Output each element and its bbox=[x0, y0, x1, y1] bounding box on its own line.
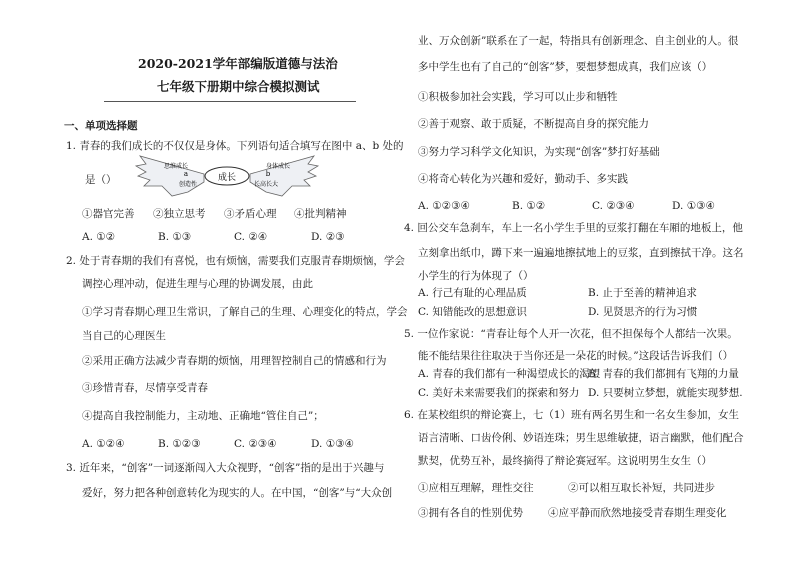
title-line-1: 2020-2021学年部编版道德与法治 bbox=[138, 56, 338, 71]
title-divider bbox=[104, 101, 356, 102]
q3-stmt-2: ②善于观察、敢于质疑，不断提高自身的探究能力 bbox=[418, 118, 649, 130]
q6-stmt-3: ③拥有各自的性别优势 bbox=[418, 507, 523, 519]
q2-stmt-1a: ①学习青春期心理卫生常识，了解自己的生理、心理变化的特点，学会 bbox=[82, 306, 408, 318]
q4-choice-c: C. 知错能改的思想意识 bbox=[418, 306, 527, 318]
q6-stmt-1: ①应相互理解，理性交往 bbox=[418, 482, 534, 494]
figure-right-label-2: b bbox=[265, 170, 271, 178]
q5-choice-d: D. 只要树立梦想，就能实现梦想. bbox=[588, 387, 743, 399]
q3-choice-d: D. ①③④ bbox=[672, 200, 715, 212]
q1-opt-1: ①器官完善 bbox=[82, 208, 135, 220]
figure-left-label-2: a bbox=[183, 170, 189, 178]
q5-line-1: 5. 一位作家说：“青春让每个人开一次花，但不担保每个人都结一次果。 bbox=[404, 328, 738, 340]
title-line-2: 七年级下册期中综合模拟测试 bbox=[157, 79, 320, 94]
q3-line-2: 爱好，努力把各种创意转化为现实的人。在中国，“创客”与“大众创 bbox=[82, 487, 393, 499]
q3-stmt-3: ③努力学习科学文化知识，为实现“创客”梦打好基础 bbox=[418, 146, 660, 158]
q2-choice-a: A. ①②④ bbox=[82, 438, 125, 450]
q4-line-2: 立刻拿出纸巾，蹲下来一遍遍地擦拭地上的豆浆，直到擦拭干净。这名 bbox=[418, 247, 744, 259]
section-title: 一、单项选择题 bbox=[64, 120, 138, 132]
q2-stmt-4: ④提高自我控制能力，主动地、正确地“管住自己”； bbox=[82, 410, 324, 422]
left-wing-shape bbox=[136, 156, 204, 196]
q1-opt-4: ④批判精神 bbox=[294, 208, 347, 220]
figure-left-label-1: 思维成长 bbox=[163, 163, 189, 170]
figure-center-label: 成长 bbox=[217, 173, 237, 183]
q1-choice-c: C. ②④ bbox=[234, 231, 268, 243]
q5-choice-c: C. 美好未来需要我们的探索和努力 bbox=[418, 387, 580, 399]
q1-wings-figure bbox=[132, 152, 322, 204]
q5-choice-b: B. 青春的我们都拥有飞翔的力量 bbox=[588, 368, 739, 380]
q3-choice-c: C. ②③④ bbox=[592, 200, 635, 212]
q3-stmt-1: ①积极参加社会实践，学习可以止步和牺牲 bbox=[418, 91, 618, 103]
q1-choice-b: B. ①③ bbox=[158, 231, 192, 243]
q3-choice-b: B. ①② bbox=[512, 200, 546, 212]
q5-line-2: 能不能结果往往取决于当你还是一朵花的时候。”这段话告诉我们（） bbox=[418, 350, 734, 362]
q4-line-1: 4. 回公交车急刹车，车上一名小学生手里的豆浆打翻在车厢的地板上，他 bbox=[404, 222, 743, 234]
q3-line-3: 业、万众创新”联系在了一起，特指具有创新理念、自主创业的人。很 bbox=[418, 35, 739, 47]
q3-line-1: 3. 近年来，“创客”一词逐渐闯入大众视野，“创客”指的是出于兴趣与 bbox=[66, 462, 385, 474]
q4-choice-d: D. 见贤思齐的行为习惯 bbox=[588, 306, 698, 318]
figure-right-label-3: 长高长大 bbox=[253, 181, 279, 188]
q1-choice-a: A. ①② bbox=[82, 231, 116, 243]
q6-stmt-4: ④应平静而欣然地接受青春期生理变化 bbox=[548, 507, 727, 519]
q6-line-3: 默契，优势互补，最终摘得了辩论赛冠军。这说明男生女生（） bbox=[418, 455, 712, 467]
q1-line-1: 1. 青春的我们成长的不仅仅是身体。下列语句适合填写在图中 a、b 处的 bbox=[66, 140, 404, 152]
q1-choice-d: D. ②③ bbox=[311, 231, 345, 243]
q2-line-2: 调控心理冲动，促进生理与心理的协调发展，由此 bbox=[82, 278, 313, 290]
figure-right-label-1: 身体成长 bbox=[265, 163, 291, 170]
q6-line-2: 语言清晰、口齿伶俐、妙语连珠；男生思维敏捷，语言幽默，他们配合 bbox=[418, 432, 744, 444]
q1-line-2: 是（） bbox=[85, 174, 117, 186]
q4-choice-a: A. 行己有耻的心理品质 bbox=[418, 287, 527, 299]
q2-stmt-1b: 当自己的心理医生 bbox=[82, 330, 166, 342]
q6-line-1: 6. 在某校组织的辩论赛上，七（1）班有两名男生和一名女生参加，女生 bbox=[404, 409, 740, 421]
q2-choice-b: B. ①②③ bbox=[158, 438, 201, 450]
q2-choice-d: D. ①③④ bbox=[311, 438, 354, 450]
q3-choice-a: A. ①②③④ bbox=[418, 200, 470, 212]
q3-stmt-4: ④将奇心转化为兴趣和爱好，勤动手、多实践 bbox=[418, 173, 628, 185]
q2-choice-c: C. ②③④ bbox=[234, 438, 277, 450]
q3-line-4: 多中学生也有了自己的“创客”梦，要想梦想成真，我们应该（） bbox=[418, 61, 713, 73]
q4-choice-b: B. 止于至善的精神追求 bbox=[588, 287, 697, 299]
q2-stmt-3: ③珍惜青春，尽情享受青春 bbox=[82, 382, 208, 394]
q2-stmt-2: ②采用正确方法减少青春期的烦恼，用理智控制自己的情感和行为 bbox=[82, 355, 387, 367]
q1-opt-3: ③矛盾心理 bbox=[224, 208, 277, 220]
right-wing-shape bbox=[250, 156, 318, 196]
q6-stmt-2: ②可以相互取长补短，共同进步 bbox=[568, 482, 715, 494]
figure-left-label-3: 创造性 bbox=[178, 181, 198, 188]
q4-line-3: 小学生的行为体现了（） bbox=[418, 270, 534, 282]
q5-choice-a: A. 青春的我们都有一种渴望成长的渴望 bbox=[418, 368, 601, 380]
q2-line-1: 2. 处于青春期的我们有喜悦，也有烦恼，需要我们克服青春期烦恼，学会 bbox=[66, 255, 405, 267]
q1-opt-2: ②独立思考 bbox=[153, 208, 206, 220]
